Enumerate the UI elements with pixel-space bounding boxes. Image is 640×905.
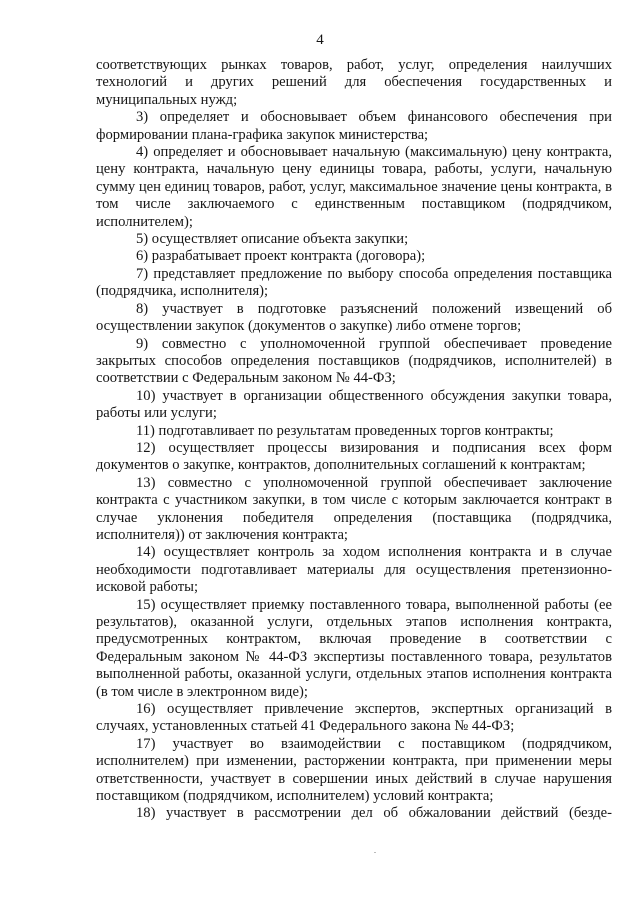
scan-artifact <box>374 852 376 853</box>
list-item-17: 17) участвует во взаимодействии с поставщиком (подрядчиком, исполнителем) при изменении, расторжении контракта, при применении меры ответственности, участвует в совершении иных действий в случае нарушения поставщиком (подрядчиком, исполнителем) условий контракта; <box>96 735 612 805</box>
list-item-3: 3) определяет и обосновывает объем финансового обеспечения при формировании плана-графика закупок министерства; <box>96 109 612 143</box>
list-item-4: 4) определяет и обосновывает начальную (максимальную) цену контракта, цену контракта, начальную цену единицы товара, работы, услуги, начальную сумму цен единиц товаров, работ, услуг, максимальное значение цены контракта, в том числе заключаемого с единственным поставщиком (подрядчиком, исполнителем); <box>96 144 612 230</box>
list-item-12: 12) осуществляет процессы визирования и подписания всех форм документов о закупке, контрактов, дополнительных соглашений к контрактам; <box>96 439 612 474</box>
list-item-6: 6) разрабатывает проект контракта (договора); <box>136 248 426 265</box>
document-body <box>96 57 612 823</box>
list-item-11: 11) подготавливает по результатам проведенных торгов контракты; <box>136 422 554 439</box>
list-item-8: 8) участвует в подготовке разъяснений положений извещений об осуществлении закупок (документов о закупке) либо отмене торгов; <box>96 300 612 335</box>
list-item-7: 7) представляет предложение по выбору способа определения поставщика (подрядчика, исполнителя); <box>96 265 612 300</box>
list-item-9: 9) совместно с уполномоченной группой обеспечивает проведение закрытых способов определения поставщиков (подрядчиков, исполнителей) в соответствии с Федеральным законом № 44-ФЗ; <box>96 335 612 387</box>
list-item-5: 5) осуществляет описание объекта закупки; <box>136 231 409 248</box>
list-item-13: 13) совместно с уполномоченной группой обеспечивает заключение контракта с участником закупки, в том числе с которым заключается контракт в случае уклонения победителя определения (поставщика (подрядчика, исполнителя)) от заключения контракта; <box>96 474 612 543</box>
page-number: 4 <box>316 32 324 48</box>
list-item-14: 14) осуществляет контроль за ходом исполнения контракта и в случае необходимости подготавливает материалы для осуществления претензионно-исковой работы; <box>96 544 612 596</box>
list-item-10: 10) участвует в организации общественного обсуждения закупки товара, работы или услуги; <box>96 387 612 422</box>
list-item-18: 18) участвует в рассмотрении дел об обжаловании действий (безде- <box>136 805 612 822</box>
list-item-16: 16) осуществляет привлечение экспертов, экспертных организаций в случаях, установленных статьей 41 Федерального закона № 44-ФЗ; <box>96 701 612 735</box>
list-item-15: 15) осуществляет приемку поставленного товара, выполненной работы (ее результатов), оказанной услуги, отдельных этапов исполнения контракта, предусмотренных контрактом, включая проведение в соответствии с Федеральным законом № 44-ФЗ экспертизы поставленного товара, результатов выполненной работы, оказанной услуги, отдельных этапов исполнения контракта (в том числе в электронном виде); <box>96 596 612 700</box>
paragraph-continuation: соответствующих рынках товаров, работ, услуг, определения наилучших технологий и других решений для обеспечения государственных и муниципальных нужд; <box>96 57 612 108</box>
